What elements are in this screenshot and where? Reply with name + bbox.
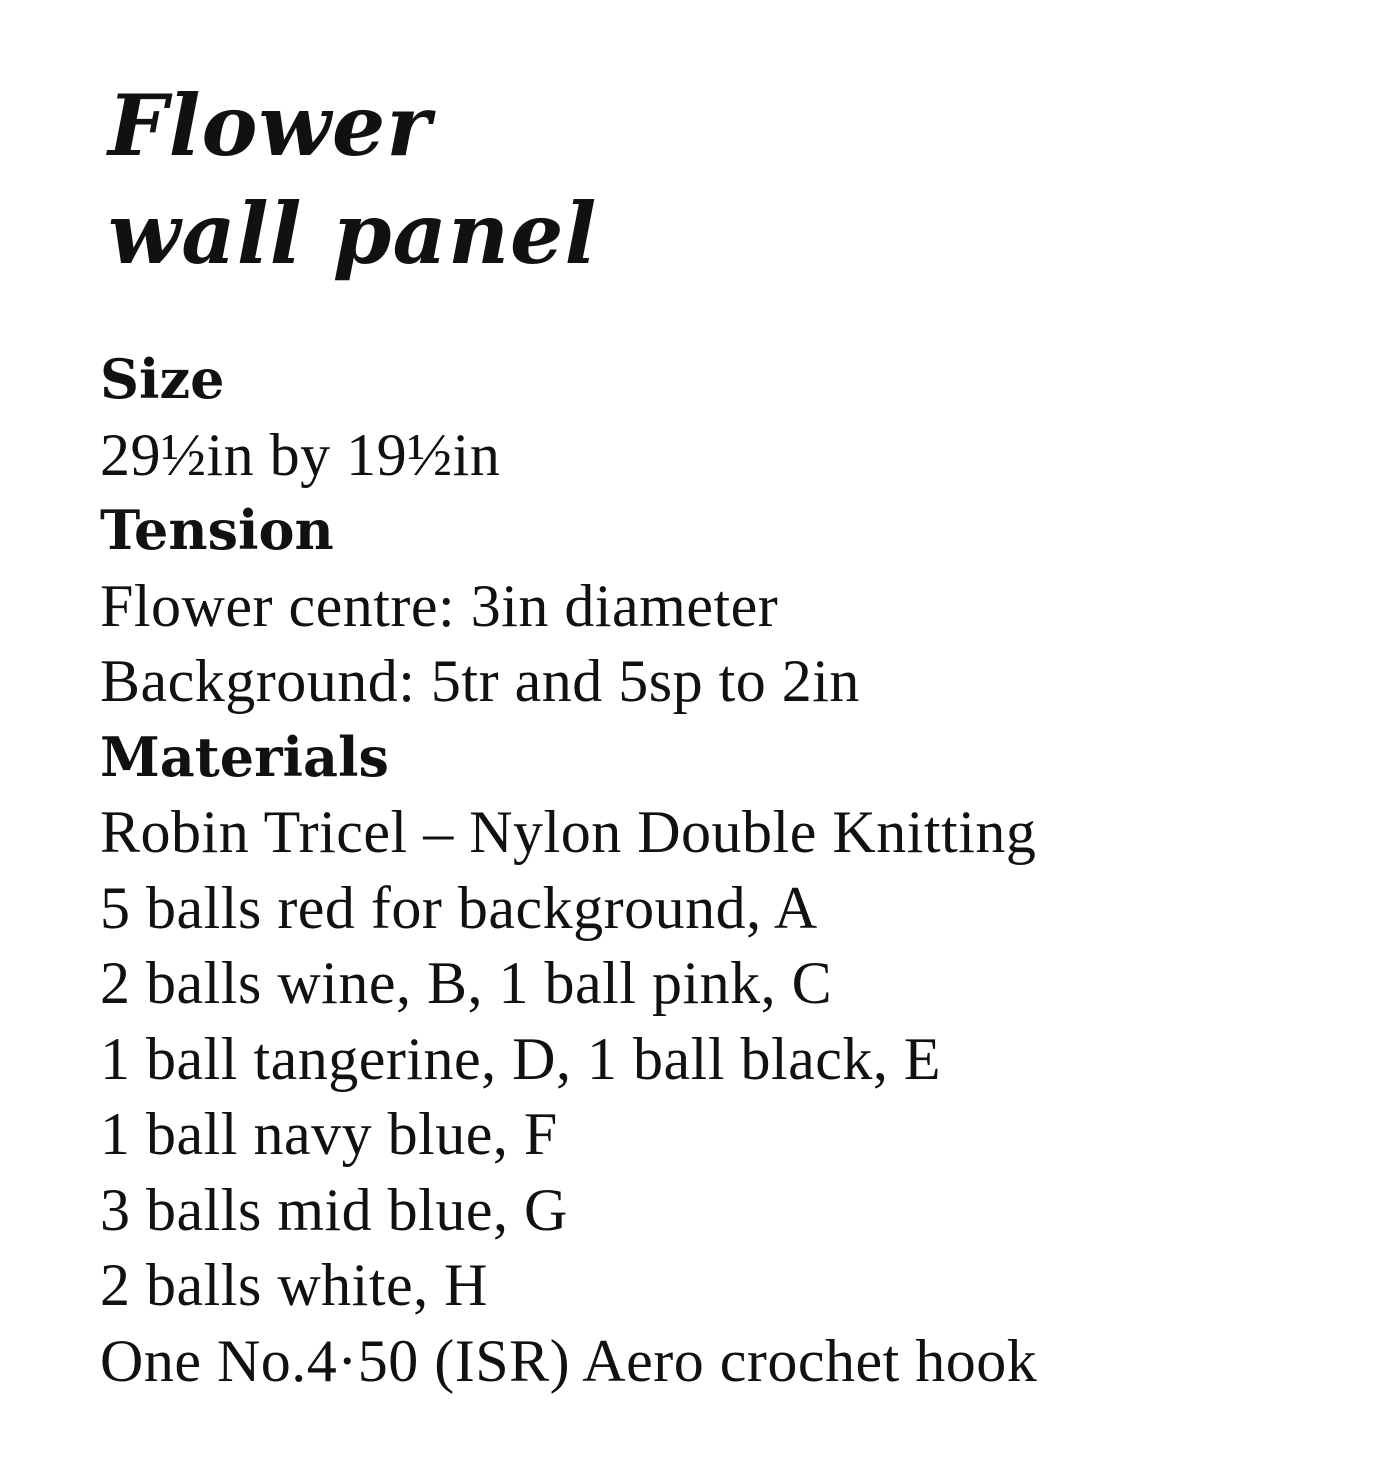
materials-heading: Materials	[100, 724, 389, 789]
materials-item: 1 ball navy blue, F	[100, 1101, 558, 1167]
materials-crochet-hook: One No.4·50 (ISR) Aero crochet hook	[100, 1327, 1038, 1394]
tension-background: Background: 5tr and 5sp to 2in	[100, 648, 860, 714]
pattern-title	[108, 72, 597, 288]
materials-item: 2 balls white, H	[100, 1252, 488, 1318]
pattern-specifications	[100, 342, 1340, 1399]
materials-item: 2 balls wine, B, 1 ball pink, C	[100, 950, 833, 1016]
title-line-2: wall panel	[108, 184, 598, 283]
size-heading: Size	[100, 347, 225, 411]
size-value: 29½in by 19½in	[100, 421, 501, 488]
materials-item: 3 balls mid blue, G	[100, 1176, 568, 1243]
tension-flower-centre: Flower centre: 3in diameter	[100, 572, 779, 639]
materials-yarn-type: Robin Tricel – Nylon Double Knitting	[100, 799, 1037, 865]
tension-heading: Tension	[100, 498, 334, 562]
materials-item: 5 balls red for background, A	[100, 874, 818, 941]
title-line-1: Flower	[108, 76, 432, 175]
materials-item: 1 ball tangerine, D, 1 ball black, E	[100, 1025, 942, 1092]
